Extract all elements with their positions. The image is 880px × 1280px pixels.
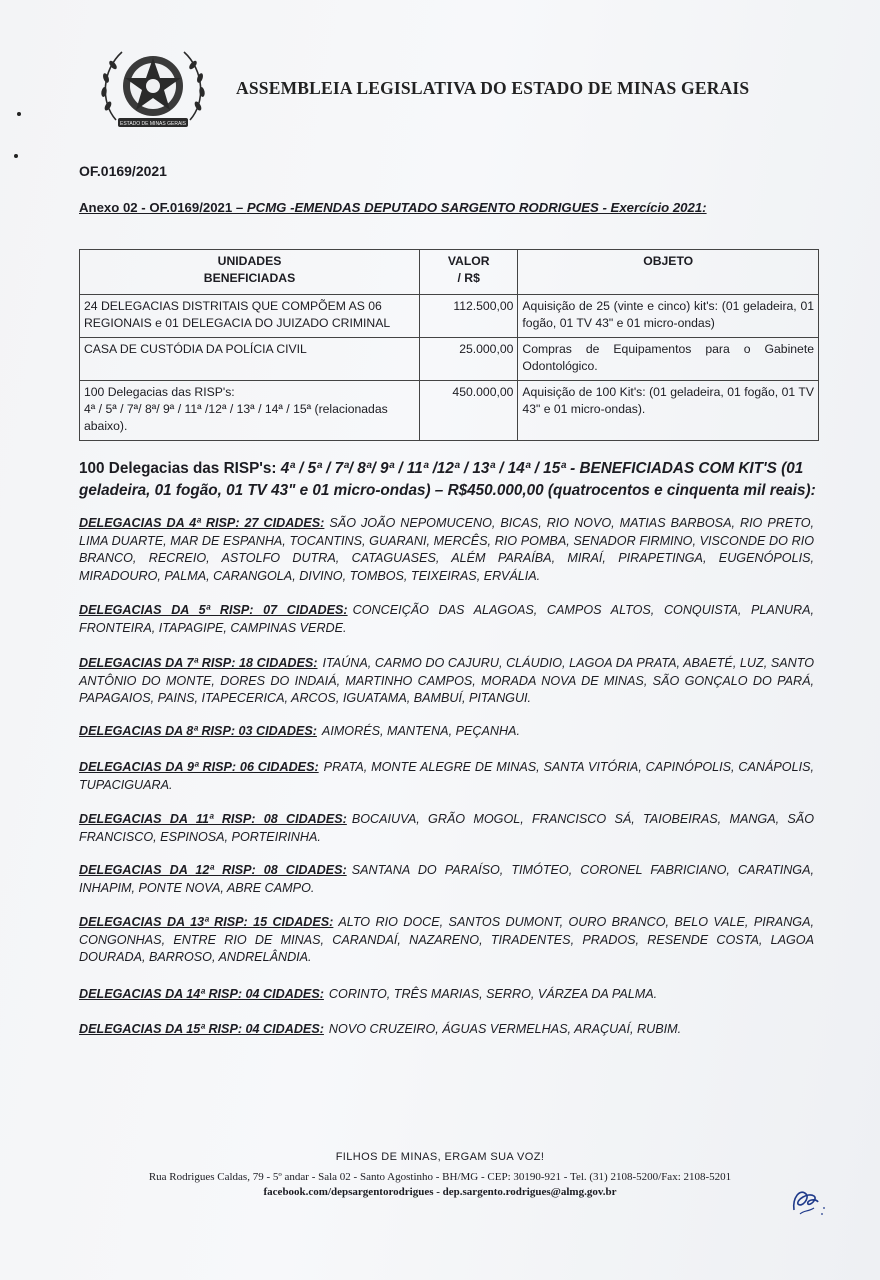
risp-section bbox=[79, 986, 814, 1004]
section-label: DELEGACIAS DA 14ª RISP: 04 CIDADES: bbox=[79, 987, 324, 1001]
section-cities: BOCAIUVA, GRÃO MOGOL, FRANCISCO SÁ, TAIOBEIRAS, MANGA, SÃO FRANCISCO, ESPINOSA, PORTEIRINHA. bbox=[79, 812, 814, 844]
value-cell: 25.000,00 bbox=[420, 338, 518, 381]
summary-paragraph bbox=[79, 458, 819, 502]
unit-cell: 24 DELEGACIAS DISTRITAIS QUE COMPÕEM AS 06 REGIONAIS e 01 DELEGACIA DO JUIZADO CRIMINAL bbox=[80, 295, 420, 338]
section-cities: CONCEIÇÃO DAS ALAGOAS, CAMPOS ALTOS, CONQUISTA, PLANURA, FRONTEIRA, ITAPAGIPE, CAMPINAS VERDE. bbox=[79, 603, 815, 635]
annex-title-text: PCMG -EMENDAS DEPUTADO SARGENTO RODRIGUES - Exercício 2021: bbox=[246, 200, 707, 215]
value-cell: 112.500,00 bbox=[420, 295, 518, 338]
table-row bbox=[80, 381, 819, 441]
header-title: ASSEMBLEIA LEGISLATIVA DO ESTADO DE MINAS GERAIS bbox=[236, 78, 750, 98]
section-cities: SÃO JOÃO NEPOMUCENO, BICAS, RIO NOVO, MATIAS BARBOSA, RIO PRETO, LIMA DUARTE, MAR DE ESPANHA, TOCANTINS, GUARANI, MERCÊS, RIO POMBA, SENADOR FIRMINO, VISCONDE DO RIO BRANCO, RECREIO, ASTOLFO DUTRA, CATAGUASES, ALÉM PARAÍBA, MIRAÍ, PIRAPETINGA, EUGENÓPOLIS, MIRADOURO, PALMA, CARANGOLA, DIVINO, TOMBOS, TEIXEIRAS, ERVÁLIA. bbox=[79, 516, 815, 583]
risp-section bbox=[79, 1021, 814, 1039]
table-header-row bbox=[80, 250, 819, 295]
risp-section bbox=[79, 862, 814, 897]
footer-contact: facebook.com/depsargentorodrigues - dep.sargento.rodrigues@almg.gov.br bbox=[263, 1186, 617, 1198]
table-row bbox=[80, 295, 819, 338]
table-row bbox=[80, 338, 819, 381]
risp-section bbox=[79, 811, 814, 846]
section-cities: ITAÚNA, CARMO DO CAJURU, CLÁUDIO, LAGOA DA PRATA, ABAETÉ, LUZ, SANTO ANTÔNIO DO MONTE, DORES DO INDAIÁ, MARTINHO CAMPOS, MORADA NOVA DE MINAS, SÃO GONÇALO DO PARÁ, PAPAGAIOS, PAINS, ITAPECERICA, ARCOS, IGUATAMA, BAMBUÍ, PITANGUI. bbox=[79, 656, 814, 705]
section-label: DELEGACIAS DA 4ª RISP: 27 CIDADES: bbox=[79, 516, 325, 530]
risp-section bbox=[79, 759, 814, 794]
seal-text: ESTADO DE MINAS GERAIS bbox=[119, 121, 187, 127]
object-column-header: OBJETO bbox=[518, 250, 819, 295]
unit-cell: 100 Delegacias das RISP's: 4ª / 5ª / 7ª/ 8ª/ 9ª / 11ª /12ª / 13ª / 14ª / 15ª (relacionadas abaixo). bbox=[80, 381, 420, 441]
footer-motto: FILHOS DE MINAS, ERGAM SUA VOZ! bbox=[335, 1151, 545, 1163]
annex-prefix: Anexo 02 - OF.0169/2021 – bbox=[79, 200, 247, 215]
risp-section bbox=[79, 914, 814, 967]
section-cities: ALTO RIO DOCE, SANTOS DUMONT, OURO BRANCO, BELO VALE, PIRANGA, CONGONHAS, ENTRE RIO DE MINAS, CARANDAÍ, NAZARENO, TIRADENTES, PRADOS, RESENDE COSTA, LAGOA DOURADA, BARROSO, ANDRELÂNDIA. bbox=[79, 915, 814, 964]
risp-section bbox=[79, 515, 814, 585]
object-cell: Aquisição de 100 Kit's: (01 geladeira, 01 fogão, 01 TV 43" e 01 micro-ondas). bbox=[518, 381, 819, 441]
margin-dot bbox=[17, 112, 21, 116]
section-cities: PRATA, MONTE ALEGRE DE MINAS, SANTA VITÓRIA, CAPINÓPOLIS, CANÁPOLIS, TUPACIGUARA. bbox=[79, 760, 814, 792]
coat-of-arms-seal bbox=[96, 40, 210, 136]
amendments-table bbox=[79, 249, 819, 441]
section-label: DELEGACIAS DA 13ª RISP: 15 CIDADES: bbox=[79, 915, 334, 929]
margin-dot bbox=[14, 154, 18, 158]
section-cities: NOVO CRUZEIRO, ÁGUAS VERMELHAS, ARAÇUAÍ, RUBIM. bbox=[328, 1022, 682, 1036]
unit-column-header: UNIDADES BENEFICIADAS bbox=[80, 250, 420, 295]
section-label: DELEGACIAS DA 5ª RISP: 07 CIDADES: bbox=[79, 603, 348, 617]
annex-title bbox=[79, 200, 707, 215]
summary-lead: 100 Delegacias das RISP's: bbox=[79, 460, 277, 477]
object-cell: Compras de Equipamentos para o Gabinete Odontológico. bbox=[518, 338, 819, 381]
office-number: OF.0169/2021 bbox=[79, 163, 167, 179]
section-label: DELEGACIAS DA 11ª RISP: 08 CIDADES: bbox=[79, 812, 347, 826]
footer-address: Rua Rodrigues Caldas, 79 - 5º andar - Sala 02 - Santo Agostinho - BH/MG - CEP: 30190-921 - Tel. (31) 2108-5200/Fax: 2108-5201 bbox=[148, 1171, 732, 1183]
risp-section bbox=[79, 655, 814, 708]
section-cities: SANTANA DO PARAÍSO, TIMÓTEO, CORONEL FABRICIANO, CARATINGA, INHAPIM, PONTE NOVA, ABRE CAMPO. bbox=[79, 863, 814, 895]
value-column-header: VALOR / R$ bbox=[420, 250, 518, 295]
value-cell: 450.000,00 bbox=[420, 381, 518, 441]
handwritten-signature bbox=[784, 1180, 828, 1224]
section-cities: CORINTO, TRÊS MARIAS, SERRO, VÁRZEA DA PALMA. bbox=[328, 987, 658, 1001]
summary-text: 4ª / 5ª / 7ª/ 8ª/ 9ª / 11ª /12ª / 13ª / 14ª / 15ª - BENEFICIADAS COM KIT'S (01 geladeira, 01 fogão, 01 TV 43" e 01 micro-ondas) – R$450.000,00 (quatrocentos e cinquenta mil reais): bbox=[79, 460, 816, 499]
section-label: DELEGACIAS DA 15ª RISP: 04 CIDADES: bbox=[79, 1022, 324, 1036]
object-cell: Aquisição de 25 (vinte e cinco) kit's: (01 geladeira, 01 fogão, 01 TV 43" e 01 micro-ondas) bbox=[518, 295, 819, 338]
risp-section bbox=[79, 723, 814, 741]
unit-cell: CASA DE CUSTÓDIA DA POLÍCIA CIVIL bbox=[80, 338, 420, 381]
section-label: DELEGACIAS DA 9ª RISP: 06 CIDADES: bbox=[79, 760, 319, 774]
risp-section bbox=[79, 602, 814, 637]
section-cities: AIMORÉS, MANTENA, PEÇANHA. bbox=[321, 724, 520, 738]
section-label: DELEGACIAS DA 7ª RISP: 18 CIDADES: bbox=[79, 656, 318, 670]
section-label: DELEGACIAS DA 12ª RISP: 08 CIDADES: bbox=[79, 863, 347, 877]
section-label: DELEGACIAS DA 8ª RISP: 03 CIDADES: bbox=[79, 724, 317, 738]
